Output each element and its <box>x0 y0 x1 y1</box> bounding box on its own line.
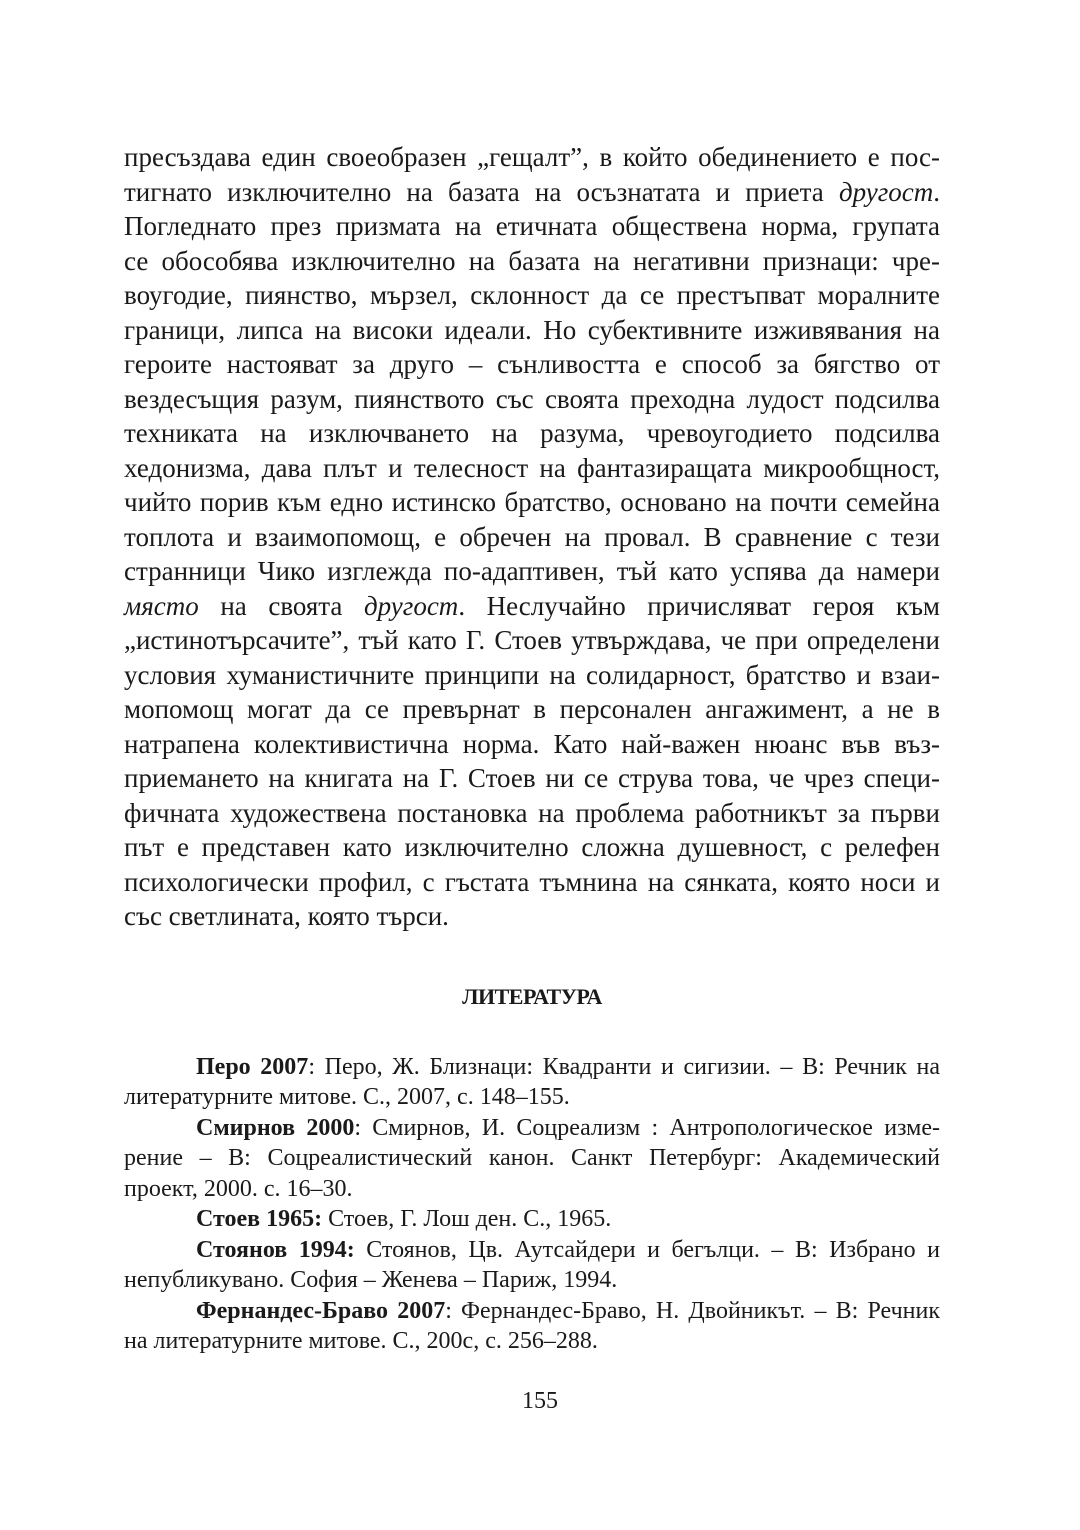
text-line: граници, липса на високи идеали. Но субективните изживявания на <box>124 314 940 345</box>
reference-line: на литературните митове. С., 200с, с. 256–288. <box>124 1328 598 1354</box>
text-line: „истинотърсачите”, тъй като Г. Стоев утвърждава, че при определени <box>124 625 940 655</box>
text-line: условия хуманистичните принципи на солидарност, братство и взаи- <box>124 659 940 690</box>
text-line: воугодие, пиянство, мързел, склонност да се престъпват моралните <box>124 280 940 310</box>
reference-entry <box>124 1235 940 1296</box>
reference-line: литературните митове. С., 2007, с. 148–155. <box>124 1084 570 1110</box>
text-line: Погледнато през призмата на етичната обществена норма, групата <box>124 211 940 241</box>
text-line: техниката на изключването на разума, чревоугодието подсилва <box>124 418 940 448</box>
reference-entry <box>124 1113 940 1205</box>
reference-line: проект, 2000. с. 16–30. <box>124 1175 353 1202</box>
reference-key: Стоев 1965: <box>196 1206 323 1232</box>
reference-line: непубликувано. София – Женева – Париж, 1994. <box>124 1267 618 1293</box>
text-line: път е представен като изключително сложна душевност, с релефен <box>124 832 940 862</box>
text-line: със светлината, която търси. <box>124 901 449 931</box>
reference-line: Стоев 1965: Стоев, Г. Лош ден. С., 1965. <box>196 1206 612 1232</box>
section-heading: ЛИТЕРАТУРА <box>462 983 602 1009</box>
page-content <box>124 140 940 1357</box>
page-number: 155 <box>522 1388 558 1414</box>
text-line: вездесъщия разум, пиянството със своята преходна лудост подсилва <box>124 383 940 414</box>
text-line: героите настояват за друго – сънливостта е способ за бягство от <box>124 349 940 379</box>
text-line: топлота и взаимопомощ, е обречен на провал. В сравнение с тези <box>124 521 940 552</box>
reference-entry <box>124 1204 940 1235</box>
reference-key: Перо 2007 <box>196 1053 309 1080</box>
text-line: се обособява изключително на базата на негативни признаци: чре- <box>124 245 940 276</box>
reference-key: Фернандес-Браво 2007 <box>196 1297 446 1324</box>
reference-line: Стоянов 1994: Стоянов, Цв. Аутсайдери и бегълци. – В: Избрано и <box>196 1236 941 1263</box>
text-line: странници Чико изглежда по-адаптивен, тъй като успява да намери <box>124 556 940 586</box>
reference-line: Перо 2007: Перо, Ж. Близнаци: Квадранти и сигизии. – В: Речник на <box>196 1053 941 1080</box>
reference-line: рение – В: Соцреалистический канон. Санкт Петербург: Академический <box>124 1145 940 1171</box>
body-paragraph <box>124 140 940 934</box>
text-line: натрапена колективистична норма. Като най-важен нюанс във въз- <box>124 728 940 759</box>
text-line: фичната художествена постановка на проблема работникът за първи <box>124 797 940 828</box>
reference-line: Смирнов 2000: Смирнов, И. Соцреализм : Антропологическое изме- <box>196 1114 941 1141</box>
italic-term: другост <box>838 176 934 207</box>
references-list <box>124 1052 940 1357</box>
text-line: мопомощ могат да се превърнат в персонален ангажимент, а не в <box>124 694 940 724</box>
reference-key: Смирнов 2000 <box>196 1114 355 1141</box>
text-line: тигнато изключително на базата на осъзнатата и приета другост. <box>124 176 940 207</box>
text-line: чийто порив към едно истинско братство, основано на почти семейна <box>124 487 940 517</box>
italic-term: другост <box>364 590 459 621</box>
reference-entry <box>124 1296 940 1357</box>
reference-key: Стоянов 1994: <box>196 1236 355 1263</box>
text-line: психологически профил, с гъстата тъмнина на сянката, която носи и <box>124 866 940 897</box>
italic-term: място <box>124 590 199 621</box>
reference-line: Фернандес-Браво 2007: Фернандес-Браво, Н. Двойникът. – В: Речник <box>196 1297 940 1324</box>
reference-entry <box>124 1052 940 1113</box>
text-line: хедонизма, дава плът и телесност на фантазиращата микрообщност, <box>124 452 940 483</box>
text-line: пресъздава един своеобразен „гещалт”, в който обединението е пос- <box>124 142 940 172</box>
text-line: приемането на книгата на Г. Стоев ни се струва това, че чрез специ- <box>124 763 940 793</box>
text-line: място на своята другост. Неслучайно причисляват героя към <box>124 590 940 621</box>
